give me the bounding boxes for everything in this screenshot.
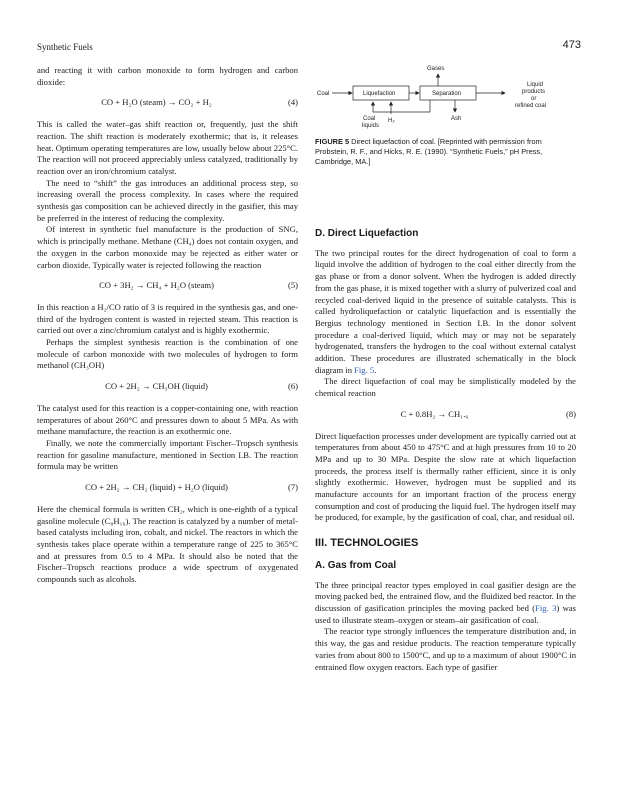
label-ash: Ash	[451, 116, 462, 122]
label-gases: Gases	[427, 66, 445, 72]
recycle-loop	[373, 100, 430, 112]
running-title: Synthetic Fuels	[37, 42, 93, 52]
paragraph: Perhaps the simplest synthesis reaction is the combination of one molecule of carbon monoxide with two molecules of hydrogen to form methanol (CH₃OH)	[37, 337, 298, 371]
equation-5: CO + 3H₂ → CH₄ + H₂O (steam) (5)	[99, 280, 298, 291]
section-heading-a: A. Gas from Coal	[315, 559, 397, 571]
label-liquefaction: Liquefaction	[363, 91, 396, 97]
paragraph: and reacting it with carbon monoxide to form hydrogen and carbon dioxide:	[37, 65, 298, 87]
paragraph: The catalyst used for this reaction is a copper-containing one, with reaction temperatures of about 260°C and pressures down to about 5 MPa. As with methane manufacture, the reaction is an exothermic one.	[37, 402, 298, 437]
page-number: 473	[562, 39, 581, 51]
label-coal: Coal	[317, 91, 330, 97]
label-h2: H₂	[388, 118, 395, 124]
label-liquid: Liquid	[527, 82, 544, 88]
paragraph: Finally, we note the commercially important Fischer–Tropsch synthesis reaction for gasoline manufacture, mentioned in Section I.B. The reaction formula may be written	[37, 437, 298, 472]
section-heading-d: D. Direct Liquefaction	[315, 228, 419, 239]
figure-label: FIGURE 5	[315, 137, 350, 146]
label-products: products	[522, 89, 546, 95]
paragraph: This is called the water–gas shift reaction or, frequently, just the shift reaction. The shift reaction is moderately exothermic; that is, it releases heat. Optimum operating temperatures are low, usually below about 225°C. The reaction will not proceed appreciably unless catalyzed, traditionally by reaction over an iron/chromium catalyst.	[37, 119, 298, 176]
paragraph: Of interest in synthetic fuel manufacture is the production of SNG, which is principally methane. Methane (CH₄) does not contain oxygen, and the oxygen in the carbon monoxide may be rejected as either water or carbon dioxide. Typically water is rejected following the reaction	[37, 224, 298, 270]
label-or: or	[531, 96, 537, 102]
label-coal-liquids-2: liquids	[362, 123, 380, 129]
equation-4: CO + H₂O (steam) → CO₂ + H₂ (4)	[101, 97, 298, 108]
paragraph: Direct liquefaction processes under development are typically carried out at temperatures from about 450 to 475°C and at high pressures from 10 to 20 MPa and up to 30 MPa. Despite the slow rate at which liquefaction proceeds, the process itself is thermally rather efficient, since it is only slightly exothermic. However, hydrogen must be supplied and its manufacture accounts for an important fraction of the process energy consumption and cost of producing the liquid fuel. The hydrogen itself may be produced, for example, by the gasification of coal, char, and residual oil.	[315, 430, 576, 523]
fig-5-link[interactable]: Fig. 5	[354, 364, 375, 375]
paragraph: Here the chemical formula is written CH₂, which is one-eighth of a typical gasoline molecule (C₈H₁₆). The reaction is catalyzed by a number of metal-based catalysts including iron, cobalt, and nickel. The reactors in which the synthesis takes place operate within a temperature range of 225 to 365°C and at pressures from 0.5 to 4 MPa. It should also be noted that the Fischer–Tropsch reactions produce a wide spectrum of oxygenated compounds such as alcohols.	[37, 503, 298, 585]
paragraph: The two principal routes for the direct hydrogenation of coal to form a liquid involve the addition of hydrogen to the coal either directly from the gas phase or from a donor solvent. When the hydrogen is added directly from the gas phase, it is mixed together with a slurry of pulverized coal and recycled coal-derived liquid in the presence of suitable catalysts. This is called hydroliquefaction or catalytic liquefaction and is essentially the Bergius technology mentioned in Section I.B. In the donor solvent procedure a coal-derived liquid, which may or may not be separately hydrogenated, transfers the hydrogen to the coal without external catalyst addition. These procedures are illustrated schematically in the block diagram in Fig. 5.	[315, 247, 576, 375]
label-refined-coal: refined coal	[515, 103, 547, 109]
left-column	[37, 65, 298, 586]
fig-3-link[interactable]: Fig. 3	[535, 602, 557, 613]
figure-5-diagram	[315, 62, 576, 134]
equation-6: CO + 2H₂ → CH₃OH (liquid) (6)	[105, 381, 298, 392]
equation-7: CO + 2H₂ → CH₂ (liquid) + H₂O (liquid) (7)	[85, 482, 298, 493]
label-coal-liquids-1: Coal	[363, 116, 376, 122]
paragraph: The need to “shift” the gas introduces an additional process step, so increasing overall the process complexity. In cases where the required synthesis gas composition can be achieved directly in the gasifier, this may be preferred in the interest of reducing the complexity.	[37, 177, 298, 223]
paragraph: In this reaction a H₂/CO ratio of 3 is required in the synthesis gas, and one-third of the hydrogen content is wasted in rejected steam. This reaction is carried out over a zinc/chromium catalyst and is highly exothermic.	[37, 301, 298, 336]
right-column	[315, 218, 576, 673]
paragraph: The direct liquefaction of coal may be simplistically modeled by the chemical reaction	[315, 376, 576, 399]
equation-8: C + 0.8H₂ → CH₁.₆ (8)	[400, 408, 576, 419]
paragraph: The three principal reactor types employed in coal gasifier design are the moving packed bed, the entrained flow, and the fluidized bed reactor. In the discussion of gasification principles the moving packed bed (Fig. 3) was used to illustrate steam–oxygen or steam–air gasification of coal.	[315, 579, 576, 625]
figure-caption	[315, 137, 575, 167]
section-heading-iii: III. TECHNOLOGIES	[315, 537, 419, 550]
label-separation: Separation	[432, 91, 462, 97]
caption-text: Direct liquefaction of coal. [Reprinted with permission from Probstein, R. F., and Hicks, R. E. (1990). “Synthetic Fuels,” pH Press, Cambridge, MA.]	[315, 137, 543, 166]
paragraph: The reactor type strongly influences the temperature distribution and, in this way, the gas and residue products. The reaction temperature typically varies from about 800 to 1500°C, and up to a maximum of about 1900°C in entrained flow oxygen reactors. Each type of gasifier	[315, 626, 576, 672]
